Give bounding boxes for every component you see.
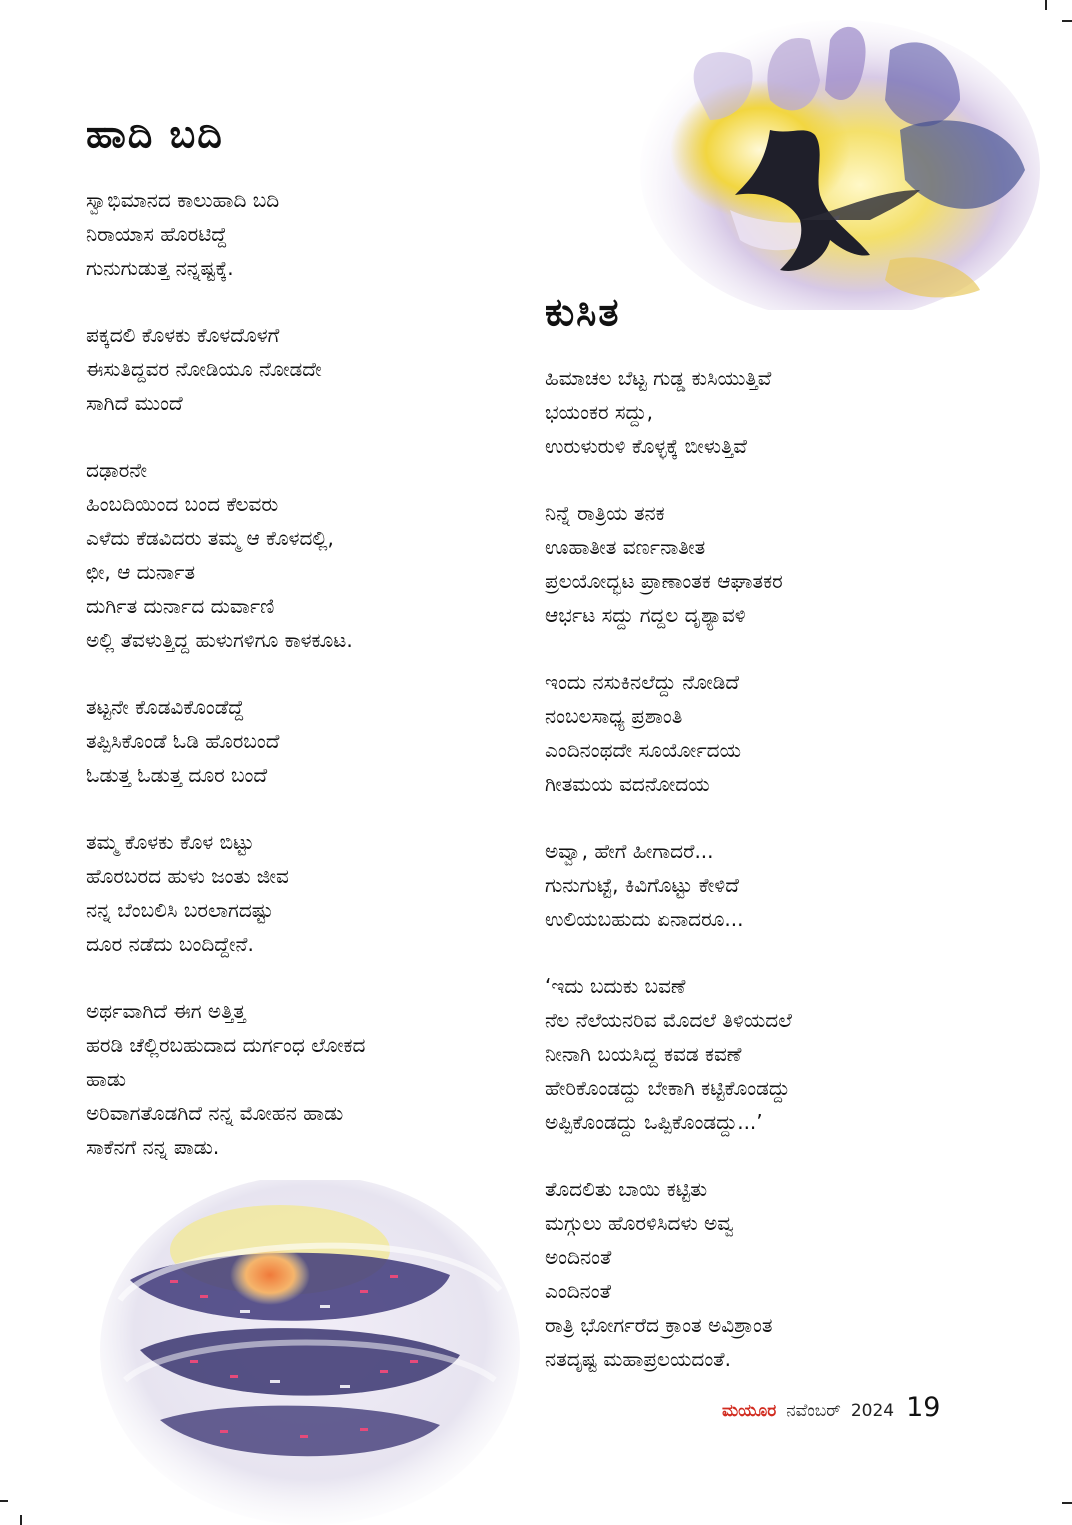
flying-figure-illustration <box>640 20 1040 310</box>
poem-line: ಅವ್ವಾ, ಹೇಗೆ ಹೀಗಾದರೆ... <box>545 839 714 863</box>
poem-line: ಅರಿವಾಗತೊಡಗಿದೆ ನನ್ನ ಮೋಹನ ಹಾಡು <box>86 1101 344 1125</box>
crop-mark <box>1062 1502 1072 1504</box>
poem-hadi-badi <box>86 112 526 1197</box>
poem-body <box>86 183 526 1164</box>
poem-line: ತಮ್ಮ ಕೊಳಕು ಕೊಳ ಬಿಟ್ಟು <box>86 830 254 854</box>
poem-line: ಪ್ರಲಯೋದ್ಭಟ ಪ್ರಾಣಾಂತಕ ಆಘಾತಕರ <box>545 569 783 593</box>
poem-line: ತಪ್ಪಿಸಿಕೊಂಡೆ ಓಡಿ ಹೊರಬಂದೆ <box>86 729 280 753</box>
poem-line: ಆರ್ಭಟ ಸದ್ದು ಗದ್ದಲ ದೃಶ್ಯಾವಳಿ <box>545 603 746 627</box>
poem-line: ನಿರಾಯಾಸ ಹೊರಟಿದ್ದೆ <box>86 222 227 246</box>
sun-glow <box>670 80 850 220</box>
poem-line: ಎಂದಿನಂತೆ <box>545 1279 611 1303</box>
crop-mark <box>20 1515 22 1525</box>
poem-line: ಸಾಗಿದೆ ಮುಂದೆ <box>86 391 183 415</box>
poem-line: ಹಿಮಾಚಲ ಬೆಟ್ಟ ಗುಡ್ಡ ಕುಸಿಯುತ್ತಿವೆ <box>545 366 772 390</box>
poem-line: ಹಿಂಬದಿಯಿಂದ ಬಂದ ಕೆಲವರು <box>86 492 279 516</box>
poem-line: ಎಂದಿನಂಥದೇ ಸೂರ್ಯೋದಯ <box>545 738 742 762</box>
stanza <box>86 183 526 285</box>
swirl-illustration <box>100 1180 520 1525</box>
poem-line: ದೂರ ನಡೆದು ಬಂದಿದ್ದೇನೆ. <box>86 932 254 956</box>
stanza <box>86 318 526 420</box>
crop-mark <box>0 1500 8 1502</box>
poem-line: ಇಂದು ನಸುಕಿನಲೆದ್ದು ನೋಡಿದೆ <box>545 670 740 694</box>
poem-line: ಊಹಾತೀತ ವರ್ಣನಾತೀತ <box>545 535 706 559</box>
poem-line: ‘ಇದು ಬದುಕು ಬವಣೆ <box>545 974 686 998</box>
poem-body <box>545 361 1015 1376</box>
poem-line: ನನ್ನ ಬೆಂಬಲಿಸಿ ಬರಲಾಗದಷ್ಟು <box>86 898 274 922</box>
crop-mark <box>1062 20 1072 22</box>
poem-kusita <box>545 290 1015 1409</box>
poem-line: ನೆಲ ನೆಲೆಯನರಿವ ಮೊದಲೆ ತಿಳಿಯದಲೆ <box>545 1008 792 1032</box>
stanza <box>545 969 1015 1139</box>
poem-line: ರಾತ್ರಿ ಭೋರ್ಗರೆದ ಕ್ರಾಂತ ಅವಿಶ್ರಾಂತ <box>545 1313 773 1337</box>
stanza <box>545 834 1015 936</box>
poem-line: ಈಸುತಿದ್ದವರ ನೋಡಿಯೂ ನೋಡದೇ <box>86 357 322 381</box>
poem-line: ಗುನುಗುಡುತ್ತ ನನ್ನಷ್ಟಕ್ಕೆ. <box>86 256 234 280</box>
stanza <box>86 453 526 657</box>
poem-line: ಗೀತಮಯ ವದನೋದಯ <box>545 772 710 796</box>
magazine-brand: ಮಯೂರ <box>722 1401 777 1421</box>
poem-line: ತಟ್ಟನೇ ಕೊಡವಿಕೊಂಡೆದ್ದೆ <box>86 695 244 719</box>
poem-title: ಹಾದಿ ಬದಿ <box>86 112 224 156</box>
poem-line: ಭಯಂಕರ ಸದ್ದು, <box>545 400 653 424</box>
poem-line: ಅಲ್ಲಿ ತೆವಳುತ್ತಿದ್ದ ಹುಳುಗಳಿಗೂ ಕಾಳಕೂಟ. <box>86 628 353 652</box>
stanza <box>86 825 526 961</box>
stanza <box>545 361 1015 463</box>
page-number: 19 <box>906 1392 941 1423</box>
poem-line: ಗುನುಗುಟ್ಟೆ, ಕಿವಿಗೊಟ್ಟು ಕೇಳಿದೆ <box>545 873 739 897</box>
stanza <box>545 1172 1015 1376</box>
poem-line: ಮಗ್ಗುಲು ಹೊರಳಿಸಿದಳು ಅವ್ವ <box>545 1211 734 1235</box>
poem-line: ಹೊರಬರದ ಹುಳು ಜಂತು ಜೀವ <box>86 864 289 888</box>
stanza <box>86 994 526 1164</box>
poem-line: ನೀನಾಗಿ ಬಯಸಿದ್ದ ಕವಡ ಕವಣೆ <box>545 1042 742 1066</box>
stanza <box>86 690 526 792</box>
poem-line: ದಢಾರನೇ <box>86 458 147 482</box>
poem-line: ನಂಬಲಸಾಧ್ಯ ಪ್ರಶಾಂತಿ <box>545 704 683 728</box>
poem-line: ಹಾಡು <box>86 1067 127 1091</box>
poem-line: ಛೀ, ಆ ದುರ್ನಾತ <box>86 560 196 584</box>
poem-line: ಅಪ್ಪಿಕೊಂಡದ್ದು ಒಪ್ಪಿಕೊಂಡದ್ದು...’ <box>545 1110 763 1134</box>
poem-title: ಕುಸಿತ <box>545 290 621 334</box>
poem-line: ಓಡುತ್ತ ಓಡುತ್ತ ದೂರ ಬಂದೆ <box>86 763 268 787</box>
issue-month: ನವೆಂಬರ್ <box>786 1401 841 1421</box>
stanza <box>545 496 1015 632</box>
poem-line: ನತದೃಷ್ಟ ಮಹಾಪ್ರಲಯದಂತೆ. <box>545 1347 731 1371</box>
poem-line: ತೊದಲಿತು ಬಾಯಿ ಕಟ್ಟಿತು <box>545 1177 708 1201</box>
stanza <box>545 665 1015 801</box>
poem-line: ಉಲಿಯಬಹುದು ಏನಾದರೂ... <box>545 907 744 931</box>
poem-line: ಎಳೆದು ಕೆಡವಿದರು ತಮ್ಮ ಆ ಕೊಳದಲ್ಲಿ, <box>86 526 334 550</box>
poem-line: ಸ್ವಾಭಿಮಾನದ ಕಾಲುಹಾದಿ ಬದಿ <box>86 188 280 212</box>
poem-line: ಸಾಕೆನಗೆ ನನ್ನ ಪಾಡು. <box>86 1135 220 1159</box>
crop-mark <box>1045 0 1047 10</box>
poem-line: ನಿನ್ನೆ ರಾತ್ರಿಯ ತನಕ <box>545 501 665 525</box>
poem-line: ಅರ್ಥವಾಗಿದೆ ಈಗ ಅತ್ತಿತ್ತ <box>86 999 246 1023</box>
page-footer <box>722 1392 940 1432</box>
poem-line: ಹರಡಿ ಚೆಲ್ಲಿರಬಹುದಾದ ದುರ್ಗಂಧ ಲೋಕದ <box>86 1033 366 1057</box>
poem-line: ಅಂದಿನಂತೆ <box>545 1245 612 1269</box>
poem-line: ಉರುಳುರುಳಿ ಕೊಳ್ಳಕ್ಕೆ ಬೀಳುತ್ತಿವೆ <box>545 434 747 458</box>
poem-line: ಹೇರಿಕೊಂಡದ್ದು ಬೇಕಾಗಿ ಕಟ್ಟಿಕೊಂಡದ್ದು <box>545 1076 790 1100</box>
issue-year: 2024 <box>850 1401 895 1421</box>
poem-line: ದುರ್ಗಿತ ದುರ್ನಾದ ದುರ್ವಾಣಿ <box>86 594 275 618</box>
poem-line: ಪಕ್ಕದಲಿ ಕೊಳಕು ಕೊಳದೊಳಗೆ <box>86 323 280 347</box>
